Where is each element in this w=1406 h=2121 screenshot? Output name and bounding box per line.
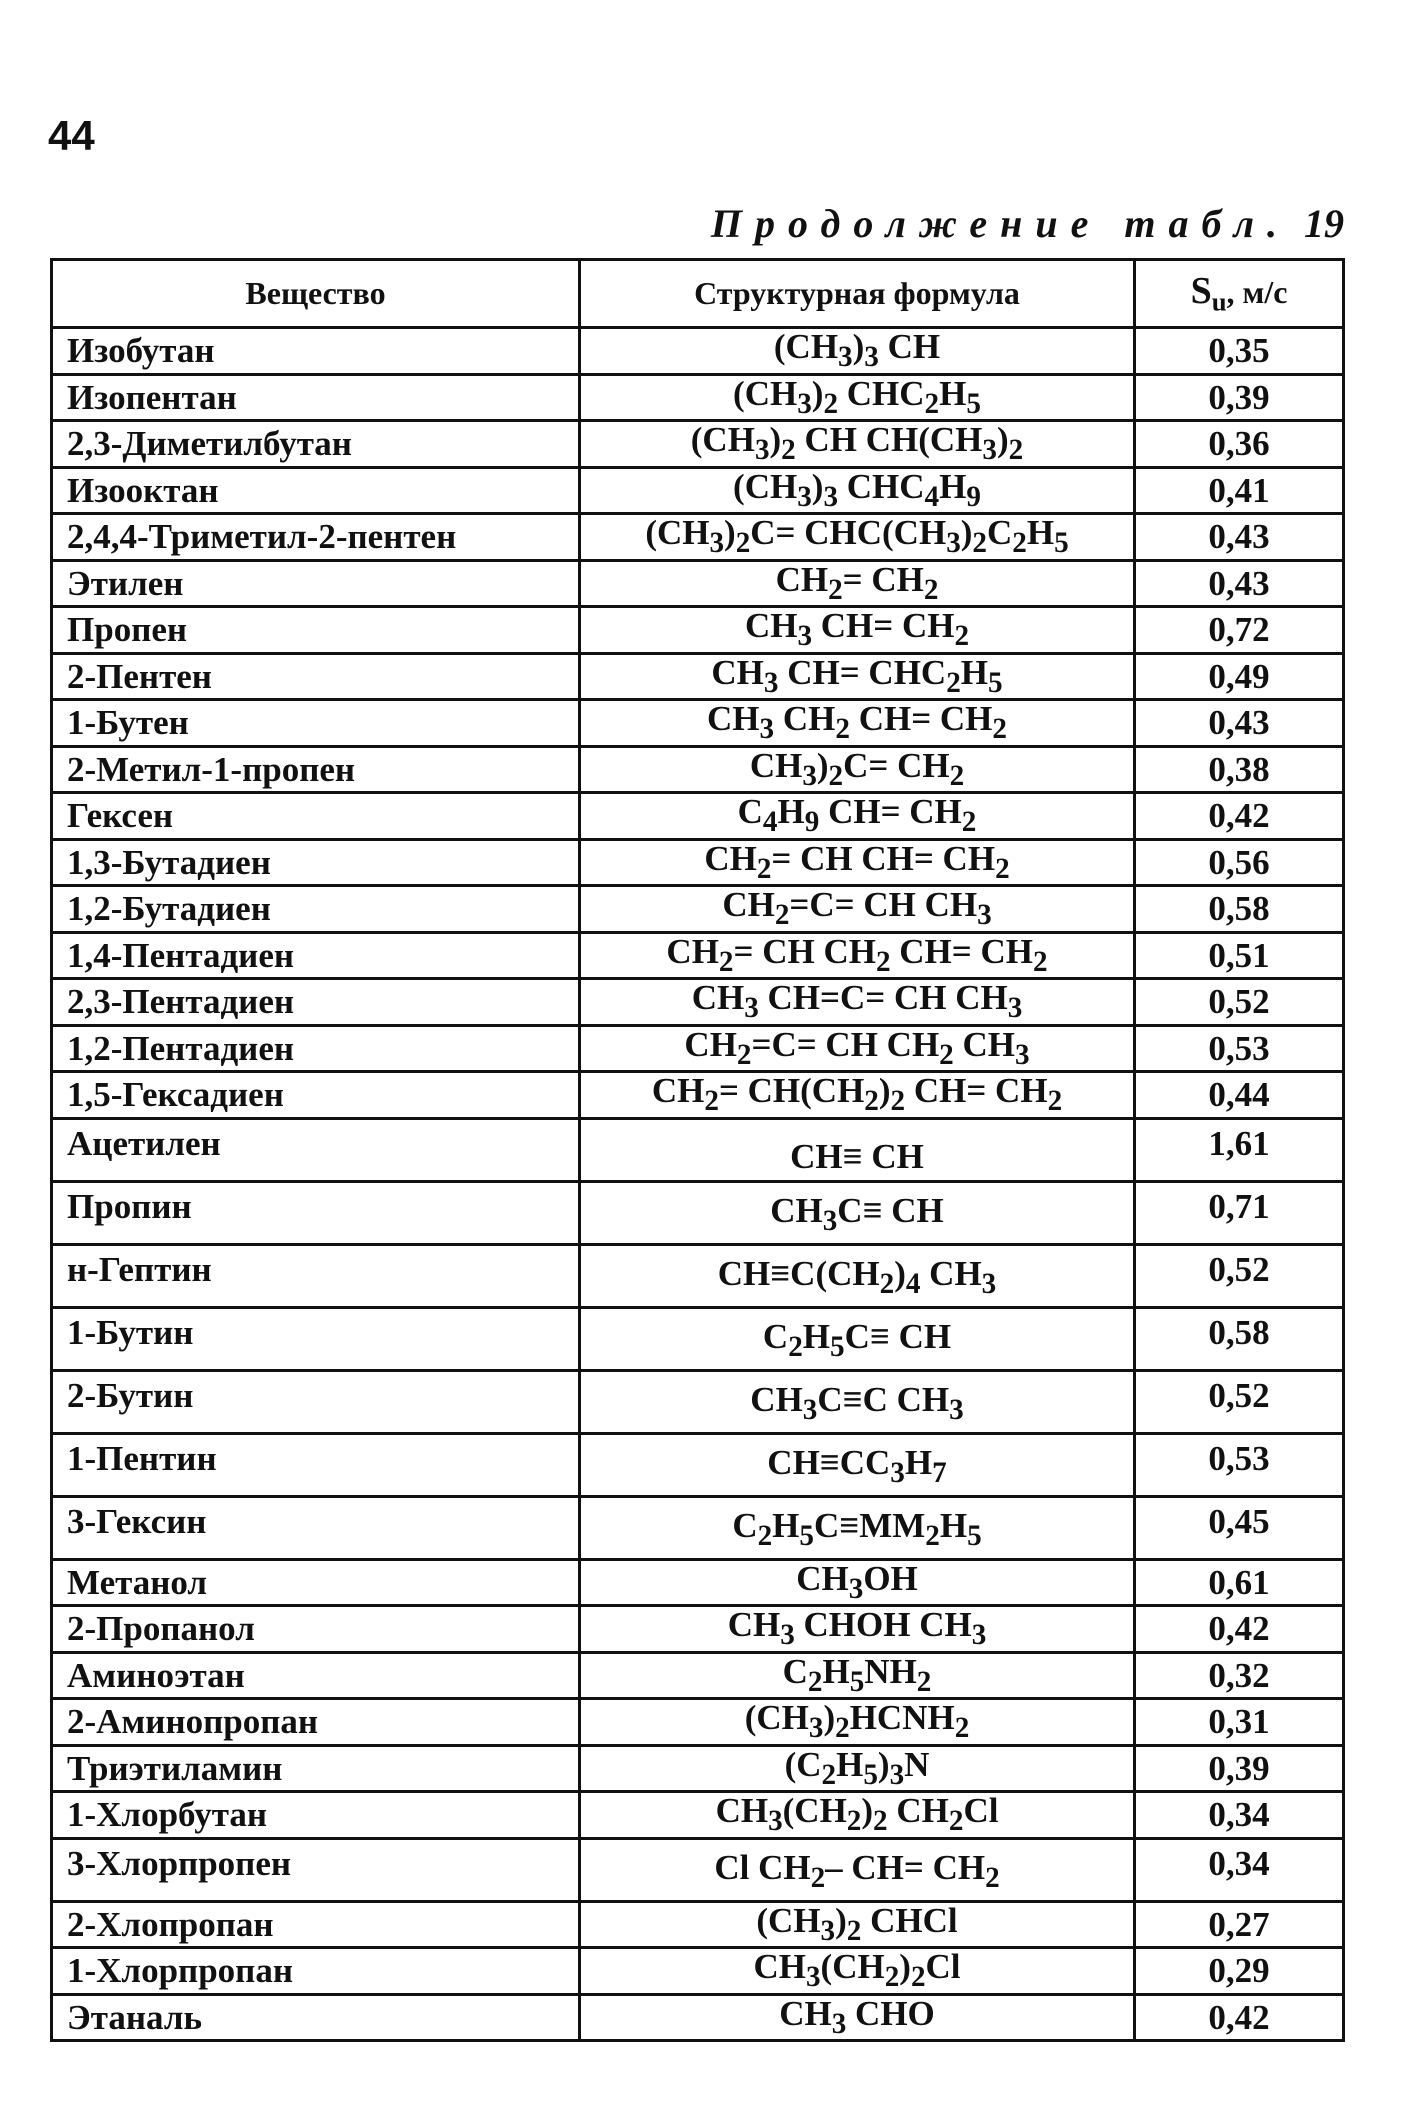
speed-value-cell: 0,29 bbox=[1135, 1948, 1344, 1995]
table-row bbox=[52, 1699, 1344, 1746]
formula-cell: $CH_3C\equiv$ CH bbox=[580, 1181, 1135, 1244]
table-caption bbox=[711, 200, 1344, 247]
speed-value-cell: 0,58 bbox=[1135, 1307, 1344, 1370]
formula-cell: $CH_3$ $CH_2$ $CH= CH_2$ bbox=[580, 700, 1135, 747]
substance-cell: 2,4,4-Триметил-2-пентен bbox=[52, 514, 580, 561]
table-row bbox=[52, 421, 1344, 468]
table-row bbox=[52, 1072, 1344, 1119]
table-row bbox=[52, 1838, 1344, 1901]
table-row bbox=[52, 467, 1344, 514]
substance-cell: Этилен bbox=[52, 560, 580, 607]
table-row bbox=[52, 1792, 1344, 1839]
table-row bbox=[52, 700, 1344, 747]
substance-cell: 1,5-Гексадиен bbox=[52, 1072, 580, 1119]
speed-value-cell: 0,52 bbox=[1135, 979, 1344, 1026]
formula-cell: $CH_3$ $CH= CHC_2H_5$ bbox=[580, 653, 1135, 700]
table-header-row bbox=[52, 260, 1344, 328]
substance-cell: 1,2-Пентадиен bbox=[52, 1025, 580, 1072]
speed-value-cell: 0,35 bbox=[1135, 328, 1344, 375]
flame-speed-table bbox=[50, 258, 1345, 2042]
formula-cell: $CH_2= CH(CH_2)_2$ $CH= CH_2$ bbox=[580, 1072, 1135, 1119]
substance-cell: Пропен bbox=[52, 607, 580, 654]
table-row bbox=[52, 607, 1344, 654]
table-row bbox=[52, 1652, 1344, 1699]
speed-value-cell: 0,43 bbox=[1135, 560, 1344, 607]
speed-value-cell: 0,42 bbox=[1135, 793, 1344, 840]
substance-cell: 2-Аминопропан bbox=[52, 1699, 580, 1746]
substance-cell: н-Гептин bbox=[52, 1244, 580, 1307]
speed-value-cell: 0,44 bbox=[1135, 1072, 1344, 1119]
formula-cell: $(CH_3)_2$ $CHC_2H_5$ bbox=[580, 374, 1135, 421]
table-row bbox=[52, 1745, 1344, 1792]
table-row bbox=[52, 653, 1344, 700]
speed-value-cell: 0,27 bbox=[1135, 1901, 1344, 1948]
formula-cell: $(CH_3)_3$ $CHC_4H_9$ bbox=[580, 467, 1135, 514]
table-row bbox=[52, 793, 1344, 840]
speed-value-cell: 0,45 bbox=[1135, 1496, 1344, 1559]
substance-cell: 2,3-Пентадиен bbox=[52, 979, 580, 1026]
formula-cell: $CH_3$ CHO bbox=[580, 1994, 1135, 2041]
formula-cell: $CH_2= CH_2$ bbox=[580, 560, 1135, 607]
speed-value-cell: 0,43 bbox=[1135, 514, 1344, 561]
table-row bbox=[52, 932, 1344, 979]
formula-cell: $CH\equiv C(CH_2)_4$ $CH_3$ bbox=[580, 1244, 1135, 1307]
table-row bbox=[52, 1606, 1344, 1653]
table-row bbox=[52, 1433, 1344, 1496]
header-speed-symbol: S bbox=[1190, 270, 1212, 313]
substance-cell: 1-Хлорбутан bbox=[52, 1792, 580, 1839]
substance-cell: 3-Гексин bbox=[52, 1496, 580, 1559]
formula-cell: $C_2H_5NH_2$ bbox=[580, 1652, 1135, 1699]
speed-value-cell: 0,31 bbox=[1135, 1699, 1344, 1746]
formula-cell: $(CH_3)_3$ CH bbox=[580, 328, 1135, 375]
formula-cell: $CH_3$ CHOH $CH_3$ bbox=[580, 1606, 1135, 1653]
table-row bbox=[52, 1901, 1344, 1948]
speed-value-cell: 0,61 bbox=[1135, 1559, 1344, 1606]
table-row bbox=[52, 1370, 1344, 1433]
formula-cell: $CH_3C\equiv C$ $CH_3$ bbox=[580, 1370, 1135, 1433]
formula-cell: $(CH_3)_2$ CHCl bbox=[580, 1901, 1135, 1948]
formula-cell: $C_2H_5C\equiv$ CH bbox=[580, 1307, 1135, 1370]
substance-cell: 2,3-Диметилбутан bbox=[52, 421, 580, 468]
formula-cell: $CH\equiv CC_3H_7$ bbox=[580, 1433, 1135, 1496]
substance-cell: Ацетилен bbox=[52, 1118, 580, 1181]
substance-cell: Аминоэтан bbox=[52, 1652, 580, 1699]
speed-value-cell: 0,36 bbox=[1135, 421, 1344, 468]
table-row bbox=[52, 1948, 1344, 1995]
table-row bbox=[52, 746, 1344, 793]
formula-cell: $(CH_3)_2HCNH_2$ bbox=[580, 1699, 1135, 1746]
table-row bbox=[52, 839, 1344, 886]
substance-cell: 1-Бутин bbox=[52, 1307, 580, 1370]
substance-cell: Изопентан bbox=[52, 374, 580, 421]
header-speed-unit: , м/с bbox=[1226, 274, 1288, 311]
formula-cell: $CH_3)_2C= CH_2$ bbox=[580, 746, 1135, 793]
table-row bbox=[52, 979, 1344, 1026]
table-row bbox=[52, 560, 1344, 607]
table-row bbox=[52, 1994, 1344, 2041]
speed-value-cell: 0,34 bbox=[1135, 1792, 1344, 1839]
table-row bbox=[52, 1025, 1344, 1072]
formula-cell: CH≡ CH bbox=[580, 1118, 1135, 1181]
table-row bbox=[52, 1559, 1344, 1606]
formula-cell: $CH_2=C=$ CH $CH_3$ bbox=[580, 886, 1135, 933]
substance-cell: 2-Бутин bbox=[52, 1370, 580, 1433]
substance-cell: Изобутан bbox=[52, 328, 580, 375]
table-row bbox=[52, 1307, 1344, 1370]
substance-cell: 2-Пропанол bbox=[52, 1606, 580, 1653]
caption-text: Продолжение табл. bbox=[710, 201, 1290, 246]
speed-value-cell: 0,42 bbox=[1135, 1606, 1344, 1653]
formula-cell: Cl $CH_2-$ $CH= CH_2$ bbox=[580, 1838, 1135, 1901]
speed-value-cell: 0,71 bbox=[1135, 1181, 1344, 1244]
substance-cell: 2-Метил-1-пропен bbox=[52, 746, 580, 793]
caption-table-number: 19 bbox=[1304, 201, 1344, 246]
table-row bbox=[52, 514, 1344, 561]
speed-value-cell: 0,41 bbox=[1135, 467, 1344, 514]
header-speed-subscript: u bbox=[1211, 286, 1227, 317]
header-substance: Вещество bbox=[52, 260, 580, 328]
speed-value-cell: 0,58 bbox=[1135, 886, 1344, 933]
substance-cell: 2-Хлопропан bbox=[52, 1901, 580, 1948]
table-row bbox=[52, 374, 1344, 421]
substance-cell: Гексен bbox=[52, 793, 580, 840]
speed-value-cell: 0,72 bbox=[1135, 607, 1344, 654]
table-body bbox=[52, 328, 1344, 2041]
speed-value-cell: 0,38 bbox=[1135, 746, 1344, 793]
speed-value-cell: 0,53 bbox=[1135, 1433, 1344, 1496]
speed-value-cell: 0,39 bbox=[1135, 1745, 1344, 1792]
substance-cell: 2-Пентен bbox=[52, 653, 580, 700]
table-row bbox=[52, 328, 1344, 375]
substance-cell: 1-Хлорпропан bbox=[52, 1948, 580, 1995]
speed-value-cell: 0,39 bbox=[1135, 374, 1344, 421]
speed-value-cell: 0,43 bbox=[1135, 700, 1344, 747]
substance-cell: Пропин bbox=[52, 1181, 580, 1244]
table-row bbox=[52, 1118, 1344, 1181]
substance-cell: Триэтиламин bbox=[52, 1745, 580, 1792]
speed-value-cell: 0,32 bbox=[1135, 1652, 1344, 1699]
substance-cell: 1,4-Пентадиен bbox=[52, 932, 580, 979]
formula-cell: $CH_2=$ CH $CH_2$ $CH= CH_2$ bbox=[580, 932, 1135, 979]
speed-value-cell: 0,56 bbox=[1135, 839, 1344, 886]
formula-cell: $C_2H_5C\equiv MM_2H_5$ bbox=[580, 1496, 1135, 1559]
formula-cell: $(CH_3)_2C= CHC(CH_3)_2C_2H_5$ bbox=[580, 514, 1135, 561]
substance-cell: 1-Бутен bbox=[52, 700, 580, 747]
page-number: 44 bbox=[48, 112, 95, 159]
table-row bbox=[52, 886, 1344, 933]
substance-cell: 3-Хлорпропен bbox=[52, 1838, 580, 1901]
table-row bbox=[52, 1181, 1344, 1244]
substance-cell: 1-Пентин bbox=[52, 1433, 580, 1496]
speed-value-cell: 0,52 bbox=[1135, 1370, 1344, 1433]
formula-cell: $CH_3$ CH=C= CH $CH_3$ bbox=[580, 979, 1135, 1026]
header-formula: Структурная формула bbox=[580, 260, 1135, 328]
formula-cell: $C_4H_9$ $CH= CH_2$ bbox=[580, 793, 1135, 840]
formula-cell: $CH_3OH$ bbox=[580, 1559, 1135, 1606]
substance-cell: Метанол bbox=[52, 1559, 580, 1606]
speed-value-cell: 0,42 bbox=[1135, 1994, 1344, 2041]
formula-cell: $(C_2H_5)_3N$ bbox=[580, 1745, 1135, 1792]
speed-value-cell: 1,61 bbox=[1135, 1118, 1344, 1181]
speed-value-cell: 0,51 bbox=[1135, 932, 1344, 979]
speed-value-cell: 0,34 bbox=[1135, 1838, 1344, 1901]
table-row bbox=[52, 1244, 1344, 1307]
formula-cell: $(CH_3)_2$ CH $CH(CH_3)_2$ bbox=[580, 421, 1135, 468]
formula-cell: $CH_2=$ CH $CH= CH_2$ bbox=[580, 839, 1135, 886]
formula-cell: $CH_3$ $CH= CH_2$ bbox=[580, 607, 1135, 654]
table-row bbox=[52, 1496, 1344, 1559]
header-speed bbox=[1135, 260, 1344, 328]
speed-value-cell: 0,53 bbox=[1135, 1025, 1344, 1072]
substance-cell: Этаналь bbox=[52, 1994, 580, 2041]
substance-cell: Изооктан bbox=[52, 467, 580, 514]
substance-cell: 1,2-Бутадиен bbox=[52, 886, 580, 933]
formula-cell: $CH_3(CH_2)_2$ $CH_2Cl$ bbox=[580, 1792, 1135, 1839]
speed-value-cell: 0,52 bbox=[1135, 1244, 1344, 1307]
formula-cell: $CH_2=C=$ CH $CH_2$ $CH_3$ bbox=[580, 1025, 1135, 1072]
substance-cell: 1,3-Бутадиен bbox=[52, 839, 580, 886]
speed-value-cell: 0,49 bbox=[1135, 653, 1344, 700]
formula-cell: $CH_3(CH_2)_2Cl$ bbox=[580, 1948, 1135, 1995]
